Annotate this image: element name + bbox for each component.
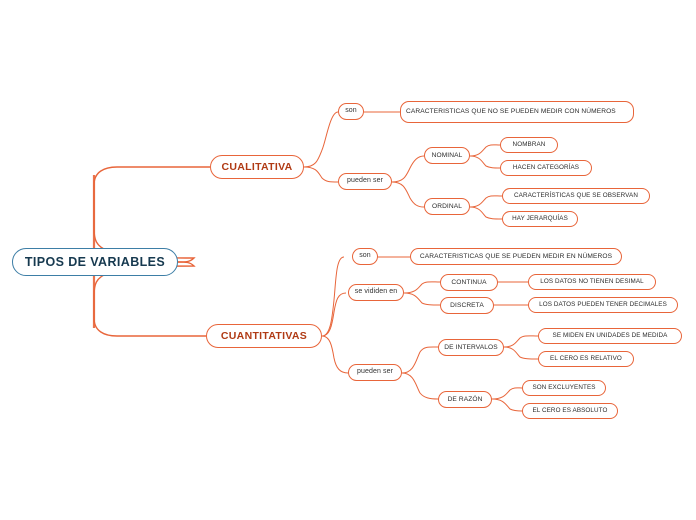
node-de-intervalos-cero-relativo-label: EL CERO ES RELATIVO [550,355,622,363]
node-cuantitativas-se-dividen-en[interactable] [348,284,404,301]
node-cuantitativas-pueden-ser-label: pueden ser [356,368,394,376]
node-ordinal-jerarquias[interactable] [502,211,578,227]
node-discreta-desc-label: LOS DATOS PUEDEN TENER DECIMALES [539,301,667,309]
node-de-intervalos-label: DE INTERVALOS [444,343,498,351]
node-discreta-label: DISCRETA [450,301,484,309]
node-discreta-desc[interactable] [528,297,678,313]
node-de-intervalos-cero-relativo[interactable] [538,351,634,367]
node-cuantitativas-pueden-ser[interactable] [348,364,402,381]
node-cualitativa-pueden-ser[interactable] [338,173,392,190]
node-de-razon[interactable] [438,391,492,408]
node-cualitativa-son-desc-label: CARACTERISTICAS QUE NO SE PUEDEN MEDIR CON NÚMEROS [406,108,616,116]
node-ordinal-jerarquias-label: HAY JERARQUÍAS [512,215,568,223]
node-continua[interactable] [440,274,498,291]
node-cuantitativas-label: CUANTITATIVAS [220,329,308,342]
node-discreta[interactable] [440,297,494,314]
node-ordinal-caracteristicas-label: CARACTERÍSTICAS QUE SE OBSERVAN [514,192,638,200]
node-cuantitativas-son-label: son [359,252,371,260]
node-root[interactable] [12,248,178,276]
node-ordinal[interactable] [424,198,470,215]
node-de-intervalos-unidades[interactable] [538,328,682,344]
node-nominal-label: NOMINAL [431,151,463,159]
node-de-razon-cero-absoluto[interactable] [522,403,618,419]
node-de-razon-label: DE RAZÓN [447,395,483,403]
node-de-intervalos-unidades-label: SE MIDEN EN UNIDADES DE MEDIDA [552,332,668,340]
node-nominal-categorias-label: HACEN CATEGORÍAS [512,164,580,172]
node-cualitativa[interactable] [210,155,304,179]
node-nominal-nombran-label: NOMBRAN [512,141,546,149]
node-de-razon-excluyentes[interactable] [522,380,606,396]
node-cualitativa-son[interactable] [338,103,364,120]
node-nominal-nombran[interactable] [500,137,558,153]
node-de-razon-cero-absoluto-label: EL CERO ES ABSOLUTO [532,407,608,415]
node-nominal[interactable] [424,147,470,164]
node-cualitativa-pueden-ser-label: pueden ser [346,177,384,185]
node-cualitativa-son-label: son [345,107,357,115]
node-cualitativa-son-desc[interactable] [400,101,634,123]
node-ordinal-label: ORDINAL [431,202,462,210]
node-cuantitativas-son-desc-label: CARACTERISTICAS QUE SE PUEDEN MEDIR EN NÚMEROS [419,252,613,260]
node-continua-desc[interactable] [528,274,656,290]
node-cuantitativas-se-dividen-en-label: se vididen en [354,288,398,296]
node-cualitativa-label: CUALITATIVA [221,160,293,173]
node-cuantitativas-son[interactable] [352,248,378,265]
node-nominal-categorias[interactable] [500,160,592,176]
node-ordinal-caracteristicas[interactable] [502,188,650,204]
node-continua-label: CONTINUA [451,278,487,286]
node-cuantitativas[interactable] [206,324,322,348]
node-cuantitativas-son-desc[interactable] [410,248,622,265]
node-continua-desc-label: LOS DATOS NO TIENEN DESIMAL [540,278,644,286]
node-root-label: TIPOS DE VARIABLES [24,254,166,269]
node-de-razon-excluyentes-label: SON EXCLUYENTES [532,384,596,392]
node-de-intervalos[interactable] [438,339,504,356]
